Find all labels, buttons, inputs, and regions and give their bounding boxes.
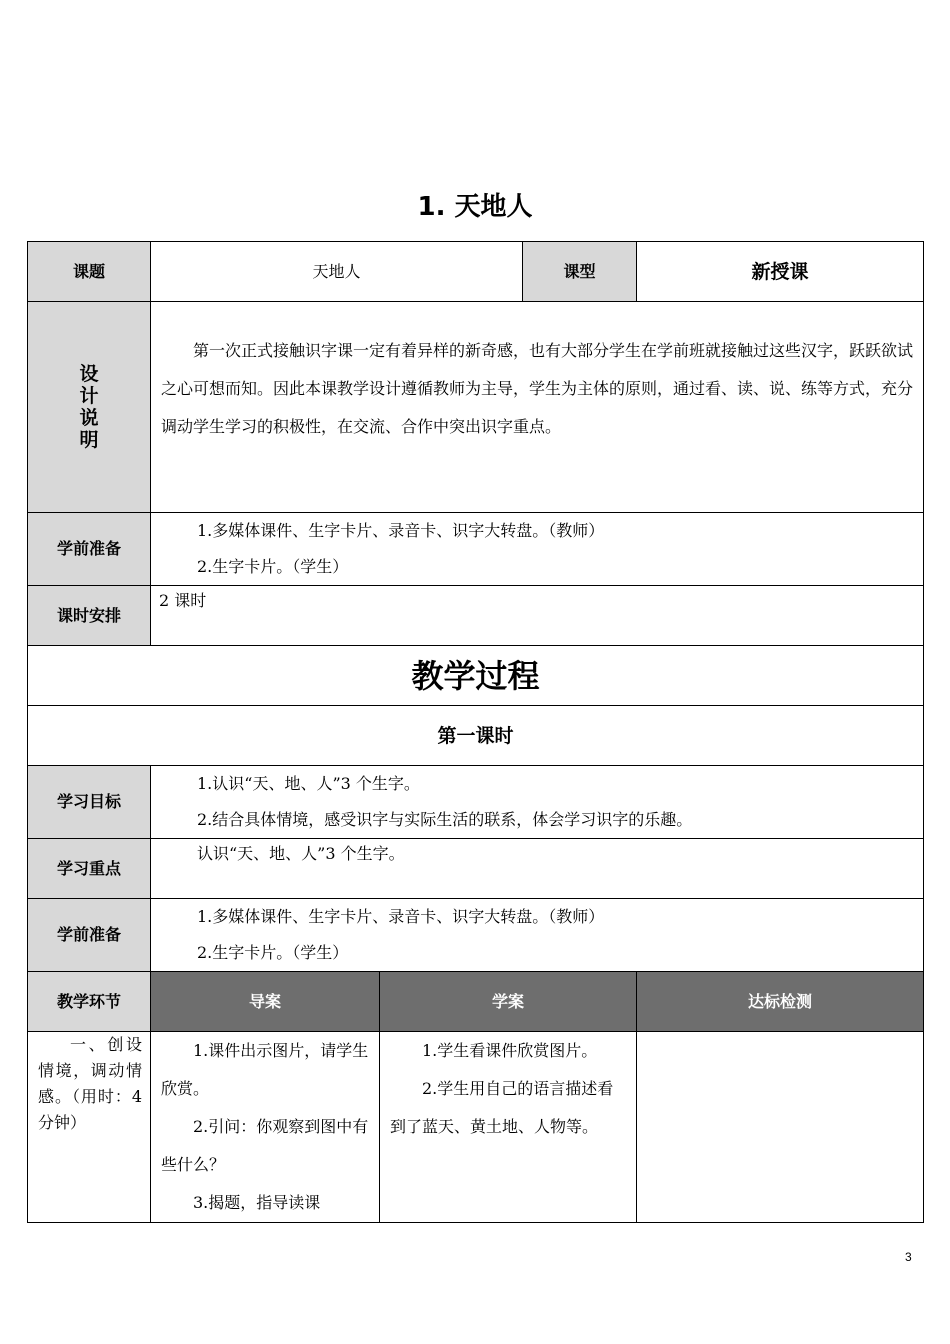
lesson-heading-row xyxy=(28,706,924,766)
guide-item: 2.引问：你观察到图中有些什么？ xyxy=(161,1117,369,1174)
focus-label: 学习重点 xyxy=(28,839,151,899)
topic-label: 课题 xyxy=(28,242,151,302)
study-cell xyxy=(380,1032,637,1223)
schedule-row xyxy=(28,586,924,646)
lesson-heading: 第一课时 xyxy=(28,706,924,766)
process-row xyxy=(28,1032,924,1223)
page-number: 3 xyxy=(905,1250,912,1264)
schedule-value: 2 课时 xyxy=(151,586,924,646)
focus-row xyxy=(28,839,924,899)
process-header-row xyxy=(28,972,924,1032)
prep-item: 2.生字卡片。（学生） xyxy=(197,557,349,576)
design-text-cell xyxy=(151,302,924,513)
check-cell xyxy=(637,1032,924,1223)
study-item: 2.学生用自己的语言描述看到了蓝天、黄土地、人物等。 xyxy=(390,1079,614,1136)
stage-text: 一、创设情境，调动情感。（用时：4 分钟） xyxy=(38,1035,142,1132)
guide-cell xyxy=(151,1032,380,1223)
prep-item: 1.多媒体课件、生字卡片、录音卡、识字大转盘。（教师） xyxy=(197,521,605,540)
goal-label: 学习目标 xyxy=(28,766,151,839)
header-study: 学案 xyxy=(380,972,637,1032)
page-title: 1. 天地人 xyxy=(417,192,533,222)
topic-row xyxy=(28,242,924,302)
design-label-cell xyxy=(28,302,151,513)
lesson-prep-label: 学前准备 xyxy=(28,899,151,972)
design-label: 设计说明 xyxy=(79,363,99,451)
focus-value: 认识“天、地、人”3 个生字。 xyxy=(151,839,924,899)
process-heading: 教学过程 xyxy=(28,646,924,706)
topic-value: 天地人 xyxy=(151,242,523,302)
guide-item: 1.课件出示图片，请学生欣赏。 xyxy=(161,1041,369,1098)
goal-items xyxy=(151,766,924,839)
header-check: 达标检测 xyxy=(637,972,924,1032)
type-value: 新授课 xyxy=(637,242,924,302)
process-heading-row xyxy=(28,646,924,706)
schedule-label: 课时安排 xyxy=(28,586,151,646)
design-row xyxy=(28,302,924,513)
goal-item: 1.认识“天、地、人”3 个生字。 xyxy=(197,774,420,793)
lesson-prep-item: 2.生字卡片。（学生） xyxy=(197,943,349,962)
guide-item: 3.揭题，指导读课 xyxy=(193,1193,321,1212)
prep-row xyxy=(28,513,924,586)
stage-cell xyxy=(28,1032,151,1223)
design-text: 第一次正式接触识字课一定有着异样的新奇感，也有大部分学生在学前班就接触过这些汉字，跃跃欲试之心可想而知。因此本课教学设计遵循教师为主导，学生为主体的原则，通过看、读、说、练等方式，充分调动学生学习的积极性，在交流、合作中突出识字重点。 xyxy=(161,341,914,436)
header-guide: 导案 xyxy=(151,972,380,1032)
lesson-prep-item: 1.多媒体课件、生字卡片、录音卡、识字大转盘。（教师） xyxy=(197,907,605,926)
goal-row xyxy=(28,766,924,839)
header-stage: 教学环节 xyxy=(28,972,151,1032)
prep-label: 学前准备 xyxy=(28,513,151,586)
goal-item: 2.结合具体情境，感受识字与实际生活的联系，体会学习识字的乐趣。 xyxy=(197,810,693,829)
study-item: 1.学生看课件欣赏图片。 xyxy=(422,1041,598,1060)
lesson-prep-items xyxy=(151,899,924,972)
lesson-plan-table xyxy=(27,241,924,1223)
lesson-prep-row xyxy=(28,899,924,972)
type-label: 课型 xyxy=(523,242,637,302)
prep-items xyxy=(151,513,924,586)
